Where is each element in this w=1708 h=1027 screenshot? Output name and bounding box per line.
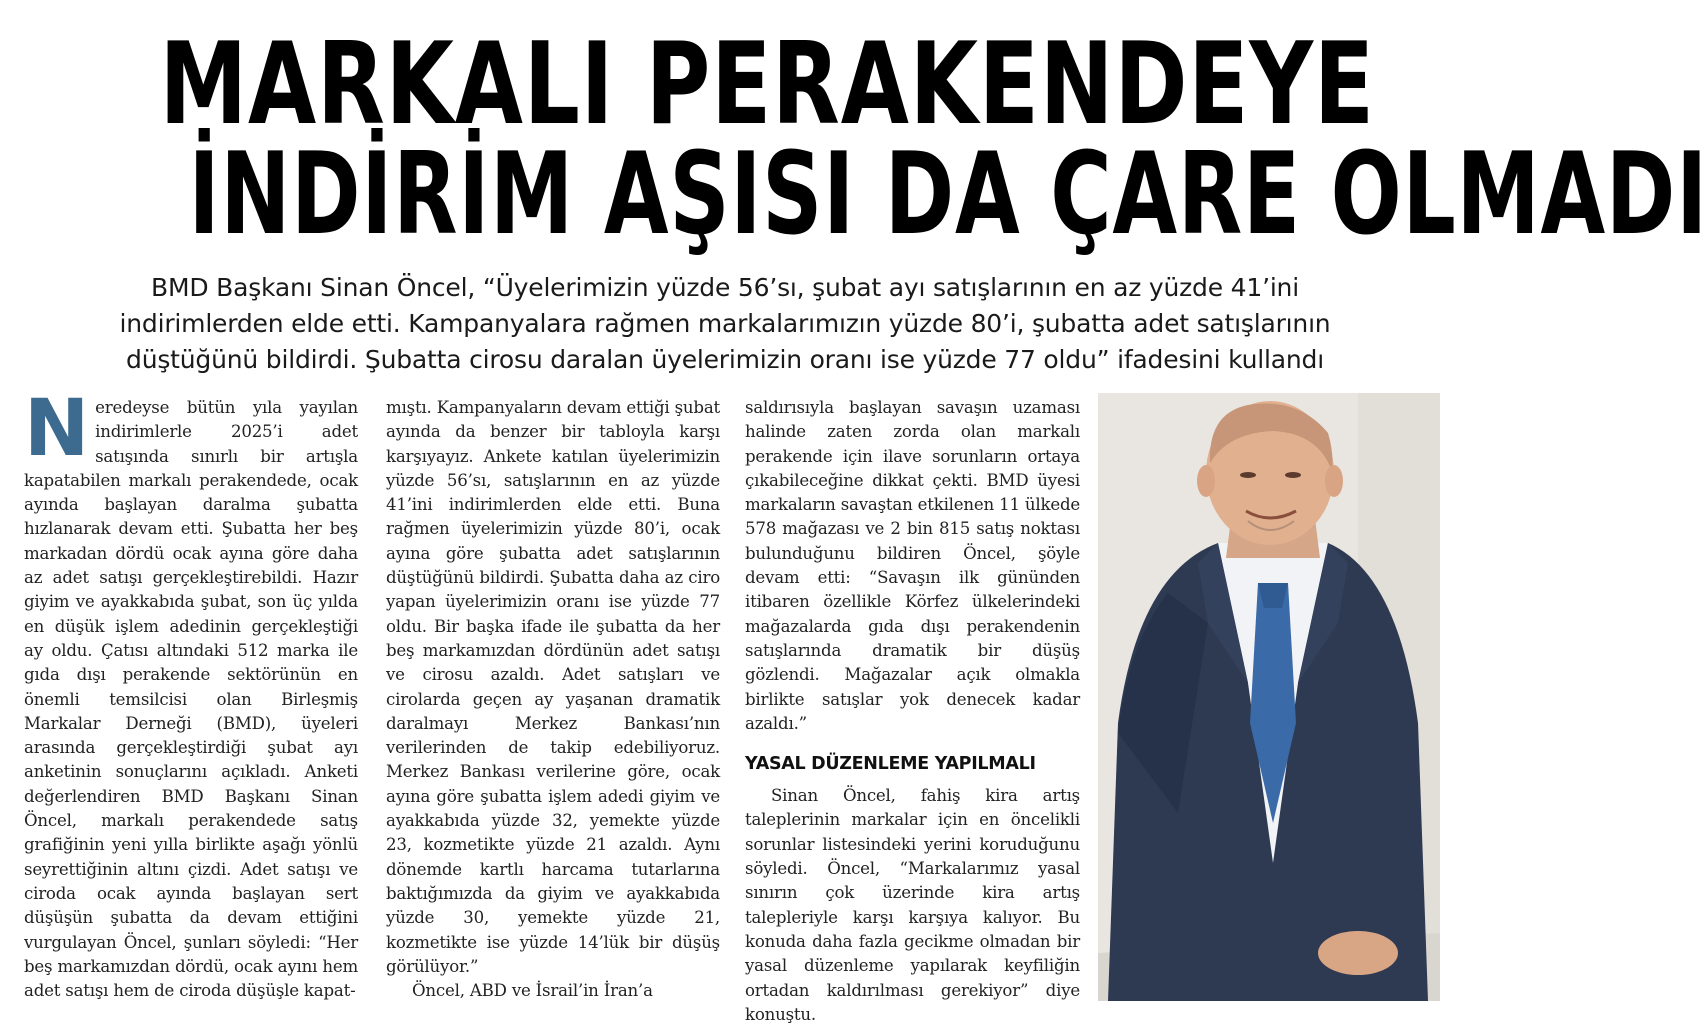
section-subheading: YASAL DÜZENLEME YAPILMALI	[745, 754, 1036, 775]
spot-line-1: BMD Başkanı Sinan Öncel, “Üyelerimizin yüzde 56’sı, şubat ayı satışlarının en az yüzde 41’ini	[151, 273, 1299, 302]
headline-line-1: MARKALI PERAKENDEYE	[159, 18, 1375, 150]
article-paragraph: Öncel, ABD ve İsrail’in İran’a	[412, 981, 653, 1001]
headline-line-2: İNDİRİM AŞISI DA ÇARE OLMADI	[188, 128, 1708, 260]
article-paragraph: saldırısıyla başlayan savaşın uzaması halinde zaten zorda olan markalı perakende için ilave sorunların ortaya çıkabileceğine dikkat çekti. BMD üyesi markaların savaştan etkilenen 11 ülkede 578 mağazası ve 2 bin 815 satış noktası bulunduğunu bildiren Öncel, şöyle devam etti: “Savaşın ilk gününden itibaren özellikle Körfez ülkelerindeki mağazalarda gıda dışı perakendenin satışlarında dramatik bir düşüş gözlendi. Mağazalar açık olmakla birlikte satışlar yok denecek kadar azaldı.”	[745, 398, 1080, 733]
article-column-1	[24, 384, 358, 1003]
spot-summary	[18, 270, 1432, 378]
portrait-photo	[1098, 393, 1440, 1001]
article-paragraph: mıştı. Kampanyaların devam ettiği şubat ayında da benzer bir tabloyla karşı karşıyayız. Ankete katılan üyelerimizin yüzde 56’sı, satışlarının en az yüzde 41’ini indirimlerden elde etti. Buna rağmen üyelerimizin yüzde 80’i, ocak ayına göre şubatta adet satışlarının düştüğünü bildirdi. Şubatta daha az ciro yapan üyelerimizin oranı ise yüzde 77 oldu. Bir başka ifade ile şubatta da her beş markamızdan dördünün adet satışı ve cirosu azaldı. Adet satışları ve cirolarda geçen ay yaşanan dramatik daralmayı Merkez Bankası’nın verilerinden de takip edebiliyoruz. Merkez Bankası verilerine göre, ocak ayına göre şubatta işlem adedi giyim ve ayakkabıda yüzde 32, yemekte yüzde 23, kozmetikte yüzde 21 azaldı. Aynı dönemde kartlı harcama tutarlarına baktığımızda da giyim ve ayakkabıda yüzde 30, yemekte yüzde 21, kozmetikte ise yüzde 14’lük bir düşüş görülüyor.”	[386, 398, 720, 976]
article-column-3	[745, 396, 1080, 1027]
spot-line-3: düştüğünü bildirdi. Şubatta cirosu daralan üyelerimizin oranı ise yüzde 77 oldu” ifadesini kullandı	[126, 345, 1324, 374]
article-paragraph: Sinan Öncel, fahiş kira artış taleplerinin markalar için en öncelikli sorunlar listesindeki yerini koruduğunu söyledi. Öncel, “Markalarımız yasal sınırın çok üzerinde kira artış talepleriyle karşı karşıya kalıyor. Bu konuda daha fazla gecikme olmadan bir yasal düzenleme yapılarak keyfiliğin ortadan kaldırılması gerekiyor” diye konuştu.	[745, 786, 1080, 1024]
article-column-2	[386, 396, 720, 1003]
drop-cap: N	[24, 384, 90, 474]
article-paragraph: eredeyse bütün yıla yayılan indirimlerle 2025’i adet satışında sınırlı bir artışla kapatabilen markalı perakendede, ocak ayında başlayan daralma şubatta hızlanarak devam etti. Şubatta her beş markadan dördü ocak ayına göre daha az adet satışı gerçekleştirebildi. Hazır giyim ve ayakkabıda şubat, son üç yılda en düşük işlem adedinin gerçekleştiği ay oldu. Çatısı altındaki 512 marka ile gıda dışı perakende sektörünün en önemli temsilcisi olan Birleşmiş Markalar Derneği (BMD), üyeleri arasında gerçekleştirdiği şubat ayı anketinin sonuçlarını açıkladı. Anketi değerlendiren BMD Başkanı Sinan Öncel, markalı perakendede satış grafiğinin yeni yılla birlikte aşağı yönlü seyrettiğinin altını çizdi. Adet satışı ve ciroda ocak ayında başlayan sert düşüşün şubatta da devam ettiğini vurgulayan Öncel, şunları söyledi: “Her beş markamızdan dördü, ocak ayını hem adet satışı hem de ciroda düşüşle kapat-	[24, 398, 358, 1001]
portrait-illustration	[1098, 393, 1440, 1001]
spot-line-2: indirimlerden elde etti. Kampanyalara rağmen markalarımızın yüzde 80’i, şubatta adet satışlarının	[119, 309, 1331, 338]
